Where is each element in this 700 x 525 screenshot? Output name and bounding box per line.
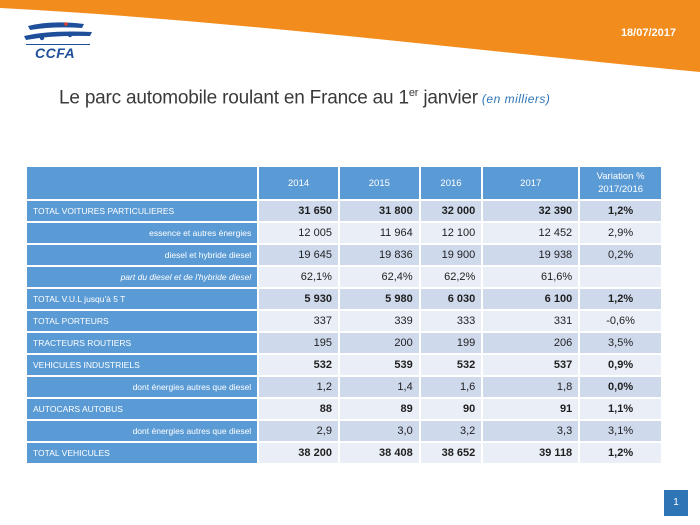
header-empty [27, 167, 257, 199]
cell-2017: 1,8 [483, 377, 578, 397]
table-row [27, 377, 661, 397]
cell-2014: 337 [259, 311, 338, 331]
cell-2014: 5 930 [259, 289, 338, 309]
row-label: dont énergies autres que diesel [27, 377, 257, 397]
row-label: essence et autres énergies [27, 223, 257, 243]
row-label: VEHICULES INDUSTRIELS [27, 355, 257, 375]
header-date: 18/07/2017 [620, 27, 676, 39]
row-label: AUTOCARS AUTOBUS [27, 399, 257, 419]
cell-2017: 6 100 [483, 289, 578, 309]
header-2016: 2016 [421, 167, 482, 199]
table-row [27, 245, 661, 265]
table-row [27, 421, 661, 441]
table-row [27, 443, 661, 463]
cell-variation: 0,0% [580, 377, 661, 397]
cell-2016: 1,6 [421, 377, 482, 397]
row-label: TOTAL VEHICULES [27, 443, 257, 463]
cell-2016: 3,2 [421, 421, 482, 441]
cell-2015: 31 800 [340, 201, 419, 221]
cell-2016: 90 [421, 399, 482, 419]
logo-text: CCFA [35, 45, 76, 61]
cell-2016: 6 030 [421, 289, 482, 309]
cell-2015: 89 [340, 399, 419, 419]
cell-2016: 199 [421, 333, 482, 353]
cell-2014: 88 [259, 399, 338, 419]
row-label: diesel et hybride diesel [27, 245, 257, 265]
cell-2014: 38 200 [259, 443, 338, 463]
page-number: 1 [664, 490, 688, 516]
cell-2014: 31 650 [259, 201, 338, 221]
cell-2015: 38 408 [340, 443, 419, 463]
cell-2014: 2,9 [259, 421, 338, 441]
row-label: TRACTEURS ROUTIERS [27, 333, 257, 353]
cell-variation: 3,1% [580, 421, 661, 441]
cell-2014: 62,1% [259, 267, 338, 287]
cell-2014: 195 [259, 333, 338, 353]
table-row [27, 201, 661, 221]
cell-2016: 62,2% [421, 267, 482, 287]
cell-2016: 333 [421, 311, 482, 331]
cell-2015: 62,4% [340, 267, 419, 287]
cell-2017: 537 [483, 355, 578, 375]
header-2017: 2017 [483, 167, 578, 199]
cell-2017: 331 [483, 311, 578, 331]
vehicle-fleet-table [25, 165, 663, 465]
title-main-end: janvier [418, 87, 478, 109]
header-2014: 2014 [259, 167, 338, 199]
cell-2015: 539 [340, 355, 419, 375]
cell-2017: 32 390 [483, 201, 578, 221]
cell-2015: 5 980 [340, 289, 419, 309]
row-label: TOTAL VOITURES PARTICULIERES [27, 201, 257, 221]
cell-2017: 3,3 [483, 421, 578, 441]
cell-2017: 19 938 [483, 245, 578, 265]
table-row [27, 355, 661, 375]
cell-variation: 3,5% [580, 333, 661, 353]
cell-2014: 12 005 [259, 223, 338, 243]
cell-2017: 12 452 [483, 223, 578, 243]
cell-2015: 19 836 [340, 245, 419, 265]
cell-2015: 1,4 [340, 377, 419, 397]
cell-2016: 38 652 [421, 443, 482, 463]
cell-variation: -0,6% [580, 311, 661, 331]
cell-2016: 32 000 [421, 201, 482, 221]
cell-2014: 532 [259, 355, 338, 375]
title-subtitle: (en milliers) [481, 92, 551, 107]
cell-variation [580, 267, 661, 287]
cell-2017: 91 [483, 399, 578, 419]
cell-2015: 11 964 [340, 223, 419, 243]
cell-variation: 1,2% [580, 289, 661, 309]
table-row [27, 399, 661, 419]
cell-variation: 0,9% [580, 355, 661, 375]
cell-2017: 206 [483, 333, 578, 353]
table-row [27, 311, 661, 331]
row-label: part du diesel et de l'hybride diesel [27, 267, 257, 287]
row-label: TOTAL V.U.L jusqu'à 5 T [27, 289, 257, 309]
title-main: Le parc automobile roulant en France au 1 [59, 87, 409, 109]
title-sup: er [408, 87, 419, 99]
cell-variation: 1,2% [580, 443, 661, 463]
cell-variation: 1,1% [580, 399, 661, 419]
cell-2017: 61,6% [483, 267, 578, 287]
cell-2016: 19 900 [421, 245, 482, 265]
row-label: TOTAL PORTEURS [27, 311, 257, 331]
cell-2017: 39 118 [483, 443, 578, 463]
cell-2015: 339 [340, 311, 419, 331]
table-row [27, 267, 661, 287]
cell-2016: 532 [421, 355, 482, 375]
header-variation: Variation % 2017/2016 [580, 167, 661, 199]
cell-variation: 2,9% [580, 223, 661, 243]
cell-2014: 1,2 [259, 377, 338, 397]
table-row [27, 333, 661, 353]
table-row [27, 223, 661, 243]
cell-2015: 3,0 [340, 421, 419, 441]
cell-2014: 19 645 [259, 245, 338, 265]
table-header-row [27, 167, 661, 199]
page-title [59, 87, 550, 109]
table-row [27, 289, 661, 309]
cell-2016: 12 100 [421, 223, 482, 243]
row-label: dont énergies autres que diesel [27, 421, 257, 441]
header-2015: 2015 [340, 167, 419, 199]
cell-variation: 1,2% [580, 201, 661, 221]
cell-2015: 200 [340, 333, 419, 353]
orange-banner [0, 0, 700, 80]
cell-variation: 0,2% [580, 245, 661, 265]
